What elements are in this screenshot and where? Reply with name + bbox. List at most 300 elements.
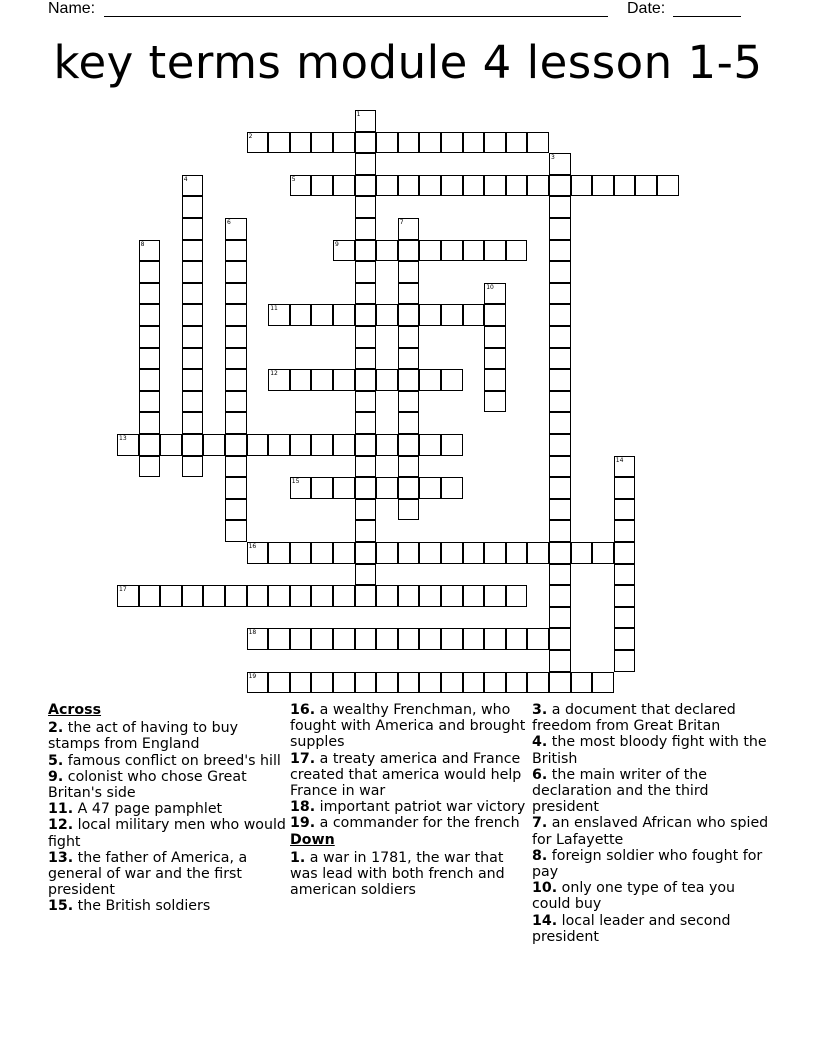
grid-cell[interactable] [268, 304, 290, 326]
grid-cell[interactable] [398, 261, 420, 283]
grid-cell[interactable] [549, 628, 571, 650]
grid-cell[interactable] [441, 672, 463, 694]
grid-cell[interactable] [355, 240, 377, 262]
grid-cell[interactable] [355, 304, 377, 326]
cell-number: 5 [291, 175, 296, 183]
grid-cell[interactable] [592, 672, 614, 694]
clue-number: 18. [290, 799, 316, 816]
clue-across [48, 898, 286, 914]
grid-cell[interactable] [268, 434, 290, 456]
grid-cell[interactable] [441, 542, 463, 564]
grid-cell[interactable] [506, 175, 528, 197]
grid-cell[interactable] [355, 520, 377, 542]
grid-cell[interactable] [419, 672, 441, 694]
grid-cell[interactable] [376, 175, 398, 197]
grid-cell[interactable] [290, 369, 312, 391]
clue-text: an enslaved African who spied for Lafayette [532, 815, 769, 848]
grid-cell[interactable] [398, 585, 420, 607]
grid-cell[interactable] [225, 585, 247, 607]
grid-cell[interactable] [506, 240, 528, 262]
grid-cell[interactable] [635, 175, 657, 197]
grid-cell[interactable] [398, 326, 420, 348]
grid-cell[interactable] [333, 434, 355, 456]
grid-cell[interactable] [333, 585, 355, 607]
grid-cell[interactable] [549, 283, 571, 305]
grid-cell[interactable] [117, 434, 139, 456]
grid-cell[interactable] [398, 477, 420, 499]
clue-number: 1. [290, 849, 306, 866]
grid-cell[interactable] [333, 240, 355, 262]
grid-cell[interactable] [614, 477, 636, 499]
grid-cell[interactable] [355, 391, 377, 413]
grid-cell[interactable] [419, 304, 441, 326]
grid-cell[interactable] [463, 542, 485, 564]
grid-cell[interactable] [268, 542, 290, 564]
grid-cell[interactable] [441, 132, 463, 154]
grid-cell[interactable] [441, 585, 463, 607]
grid-cell[interactable] [398, 283, 420, 305]
grid-cell[interactable] [549, 261, 571, 283]
grid-cell[interactable] [182, 240, 204, 262]
grid-cell[interactable] [290, 304, 312, 326]
grid-cell[interactable] [376, 477, 398, 499]
grid-cell[interactable] [398, 456, 420, 478]
grid-cell[interactable] [398, 240, 420, 262]
grid-cell[interactable] [419, 369, 441, 391]
grid-cell[interactable] [419, 240, 441, 262]
grid-cell[interactable] [182, 261, 204, 283]
grid-cell[interactable] [549, 650, 571, 672]
grid-cell[interactable] [376, 542, 398, 564]
grid-cell[interactable] [290, 175, 312, 197]
grid-cell[interactable] [139, 348, 161, 370]
clue-across [290, 702, 528, 751]
grid-cell[interactable] [355, 175, 377, 197]
grid-cell[interactable] [484, 585, 506, 607]
grid-cell[interactable] [376, 304, 398, 326]
grid-cell[interactable] [549, 477, 571, 499]
grid-cell[interactable] [549, 240, 571, 262]
grid-cell[interactable] [376, 628, 398, 650]
grid-cell[interactable] [268, 132, 290, 154]
clue-across [48, 801, 286, 817]
grid-cell[interactable] [290, 585, 312, 607]
grid-cell[interactable] [549, 369, 571, 391]
clue-number: 12. [48, 817, 74, 834]
grid-cell[interactable] [463, 585, 485, 607]
cell-number: 11 [270, 305, 278, 313]
grid-cell[interactable] [203, 434, 225, 456]
grid-cell[interactable] [290, 132, 312, 154]
grid-cell[interactable] [549, 304, 571, 326]
grid-cell[interactable] [225, 348, 247, 370]
grid-cell[interactable] [398, 412, 420, 434]
grid-cell[interactable] [225, 369, 247, 391]
grid-cell[interactable] [247, 132, 269, 154]
grid-cell[interactable] [398, 499, 420, 521]
clue-number: 2. [48, 720, 64, 737]
grid-cell[interactable] [225, 477, 247, 499]
grid-cell[interactable] [484, 628, 506, 650]
grid-cell[interactable] [398, 348, 420, 370]
grid-cell[interactable] [549, 196, 571, 218]
grid-cell[interactable] [549, 153, 571, 175]
grid-cell[interactable] [419, 628, 441, 650]
grid-cell[interactable] [398, 628, 420, 650]
grid-cell[interactable] [506, 585, 528, 607]
grid-cell[interactable] [376, 132, 398, 154]
grid-cell[interactable] [333, 369, 355, 391]
clue-across [48, 769, 286, 801]
grid-cell[interactable] [571, 175, 593, 197]
name-label: Name: [48, 0, 96, 17]
clue-number: 4. [532, 734, 548, 751]
grid-cell[interactable] [441, 175, 463, 197]
grid-cell[interactable] [484, 348, 506, 370]
grid-cell[interactable] [225, 283, 247, 305]
grid-cell[interactable] [311, 304, 333, 326]
grid-cell[interactable] [549, 412, 571, 434]
grid-cell[interactable] [549, 520, 571, 542]
grid-cell[interactable] [311, 369, 333, 391]
cell-number: 7 [399, 219, 404, 226]
clue-down [532, 848, 770, 880]
grid-cell[interactable] [225, 261, 247, 283]
grid-cell[interactable] [139, 304, 161, 326]
clue-text: local leader and second president [532, 912, 731, 945]
cell-number: 2 [248, 132, 253, 140]
cell-number: 14 [615, 456, 624, 464]
grid-cell[interactable] [355, 672, 377, 694]
grid-cell[interactable] [376, 585, 398, 607]
grid-cell[interactable] [484, 175, 506, 197]
clue-number: 3. [532, 702, 548, 718]
grid-cell[interactable] [290, 434, 312, 456]
grid-cell[interactable] [355, 153, 377, 175]
grid-cell[interactable] [182, 412, 204, 434]
grid-cell[interactable] [139, 391, 161, 413]
cell-number: 8 [140, 240, 145, 248]
grid-cell[interactable] [225, 456, 247, 478]
grid-cell[interactable] [441, 477, 463, 499]
grid-cell[interactable] [506, 628, 528, 650]
cell-number: 3 [551, 154, 555, 162]
cell-number: 16 [248, 543, 257, 550]
grid-cell[interactable] [549, 499, 571, 521]
grid-cell[interactable] [225, 499, 247, 521]
grid-cell[interactable] [355, 261, 377, 283]
grid-cell[interactable] [506, 672, 528, 694]
grid-cell[interactable] [247, 628, 269, 650]
grid-cell[interactable] [484, 326, 506, 348]
clue-across [290, 815, 528, 831]
grid-cell[interactable] [549, 564, 571, 586]
grid-cell[interactable] [311, 132, 333, 154]
grid-cell[interactable] [549, 607, 571, 629]
grid-cell[interactable] [182, 196, 204, 218]
grid-cell[interactable] [657, 175, 679, 197]
clue-number: 9. [48, 768, 64, 785]
grid-cell[interactable] [571, 542, 593, 564]
grid-cell[interactable] [355, 564, 377, 586]
grid-cell[interactable] [463, 175, 485, 197]
clues-column-3 [532, 702, 770, 945]
down-heading: Down [290, 831, 335, 848]
clue-number: 5. [48, 752, 64, 769]
grid-cell[interactable] [139, 412, 161, 434]
grid-cell[interactable] [614, 456, 636, 478]
grid-cell[interactable] [484, 542, 506, 564]
grid-cell[interactable] [333, 628, 355, 650]
grid-cell[interactable] [549, 542, 571, 564]
grid-cell[interactable] [441, 369, 463, 391]
clue-number: 13. [48, 849, 74, 866]
grid-cell[interactable] [225, 326, 247, 348]
grid-cell[interactable] [355, 348, 377, 370]
grid-cell[interactable] [484, 672, 506, 694]
grid-cell[interactable] [333, 672, 355, 694]
grid-cell[interactable] [355, 326, 377, 348]
clue-across [48, 720, 286, 752]
cell-number: 18 [248, 629, 257, 637]
grid-cell[interactable] [549, 672, 571, 694]
grid-cell[interactable] [225, 240, 247, 262]
grid-cell[interactable] [355, 585, 377, 607]
grid-cell[interactable] [484, 132, 506, 154]
grid-cell[interactable] [419, 542, 441, 564]
grid-cell[interactable] [484, 283, 506, 305]
grid-cell[interactable] [355, 218, 377, 240]
grid-cell[interactable] [225, 304, 247, 326]
grid-cell[interactable] [376, 240, 398, 262]
grid-cell[interactable] [355, 499, 377, 521]
grid-cell[interactable] [398, 672, 420, 694]
grid-cell[interactable] [311, 542, 333, 564]
grid-cell[interactable] [355, 369, 377, 391]
grid-cell[interactable] [182, 348, 204, 370]
grid-cell[interactable] [182, 391, 204, 413]
grid-cell[interactable] [549, 391, 571, 413]
grid-cell[interactable] [268, 672, 290, 694]
grid-cell[interactable] [398, 304, 420, 326]
grid-cell[interactable] [376, 672, 398, 694]
grid-cell[interactable] [355, 628, 377, 650]
grid-cell[interactable] [419, 585, 441, 607]
grid-cell[interactable] [247, 542, 269, 564]
grid-cell[interactable] [225, 412, 247, 434]
clue-text: only one type of tea you could buy [532, 880, 736, 913]
grid-cell[interactable] [311, 434, 333, 456]
grid-cell[interactable] [182, 456, 204, 478]
grid-cell[interactable] [549, 175, 571, 197]
clue-text: local military men who would fight [48, 817, 286, 850]
grid-cell[interactable] [182, 218, 204, 240]
grid-cell[interactable] [182, 304, 204, 326]
grid-cell[interactable] [506, 132, 528, 154]
grid-cell[interactable] [398, 542, 420, 564]
grid-cell[interactable] [139, 369, 161, 391]
grid-cell[interactable] [290, 477, 312, 499]
clue-number: 19. [290, 815, 316, 832]
grid-cell[interactable] [614, 542, 636, 564]
grid-cell[interactable] [463, 672, 485, 694]
grid-cell[interactable] [441, 304, 463, 326]
grid-cell[interactable] [225, 434, 247, 456]
grid-cell[interactable] [160, 434, 182, 456]
grid-cell[interactable] [160, 585, 182, 607]
clue-text: a treaty america and France created that america would help France in war [290, 750, 522, 800]
grid-cell[interactable] [182, 175, 204, 197]
cell-number: 10 [486, 283, 494, 291]
grid-cell[interactable] [333, 542, 355, 564]
clue-text: the British soldiers [73, 898, 211, 915]
grid-cell[interactable] [527, 132, 549, 154]
grid-cell[interactable] [355, 412, 377, 434]
grid-cell[interactable] [484, 391, 506, 413]
grid-cell[interactable] [527, 175, 549, 197]
cell-number: 19 [248, 672, 257, 680]
grid-cell[interactable] [484, 369, 506, 391]
grid-cell[interactable] [484, 304, 506, 326]
grid-cell[interactable] [311, 477, 333, 499]
grid-cell[interactable] [614, 520, 636, 542]
grid-cell[interactable] [463, 240, 485, 262]
clue-number: 17. [290, 750, 316, 767]
clue-number: 6. [532, 766, 548, 783]
grid-cell[interactable] [463, 304, 485, 326]
grid-cell[interactable] [333, 175, 355, 197]
grid-cell[interactable] [441, 628, 463, 650]
grid-cell[interactable] [441, 240, 463, 262]
grid-cell[interactable] [247, 434, 269, 456]
grid-cell[interactable] [549, 456, 571, 478]
grid-cell[interactable] [311, 628, 333, 650]
grid-cell[interactable] [441, 434, 463, 456]
grid-cell[interactable] [419, 434, 441, 456]
grid-cell[interactable] [549, 326, 571, 348]
grid-cell[interactable] [419, 477, 441, 499]
grid-cell[interactable] [117, 585, 139, 607]
grid-cell[interactable] [376, 369, 398, 391]
grid-cell[interactable] [290, 542, 312, 564]
grid-cell[interactable] [139, 456, 161, 478]
grid-cell[interactable] [527, 628, 549, 650]
grid-cell[interactable] [398, 132, 420, 154]
grid-cell[interactable] [419, 175, 441, 197]
grid-cell[interactable] [527, 672, 549, 694]
grid-cell[interactable] [268, 585, 290, 607]
cell-number: 12 [270, 370, 278, 378]
grid-cell[interactable] [614, 499, 636, 521]
clue-number: 10. [532, 880, 558, 897]
grid-cell[interactable] [549, 585, 571, 607]
grid-cell[interactable] [592, 542, 614, 564]
grid-cell[interactable] [355, 283, 377, 305]
grid-cell[interactable] [463, 132, 485, 154]
grid-cell[interactable] [355, 110, 377, 132]
grid-cell[interactable] [355, 132, 377, 154]
grid-cell[interactable] [355, 456, 377, 478]
grid-cell[interactable] [247, 585, 269, 607]
grid-cell[interactable] [614, 585, 636, 607]
grid-cell[interactable] [139, 326, 161, 348]
clue-across [290, 799, 528, 815]
grid-cell[interactable] [139, 261, 161, 283]
grid-cell[interactable] [290, 672, 312, 694]
grid-cell[interactable] [614, 607, 636, 629]
grid-cell[interactable] [463, 628, 485, 650]
clue-down [532, 767, 770, 816]
grid-cell[interactable] [355, 542, 377, 564]
grid-cell[interactable] [311, 585, 333, 607]
grid-cell[interactable] [398, 175, 420, 197]
grid-cell[interactable] [182, 283, 204, 305]
grid-cell[interactable] [355, 477, 377, 499]
grid-cell[interactable] [592, 175, 614, 197]
grid-cell[interactable] [311, 672, 333, 694]
grid-cell[interactable] [614, 564, 636, 586]
grid-cell[interactable] [182, 326, 204, 348]
grid-cell[interactable] [571, 672, 593, 694]
grid-cell[interactable] [398, 218, 420, 240]
clue-text: A 47 page pamphlet [73, 801, 223, 818]
grid-cell[interactable] [203, 585, 225, 607]
grid-cell[interactable] [549, 348, 571, 370]
cell-number: 6 [227, 219, 231, 226]
grid-cell[interactable] [139, 434, 161, 456]
grid-cell[interactable] [614, 650, 636, 672]
grid-cell[interactable] [484, 240, 506, 262]
grid-cell[interactable] [139, 283, 161, 305]
grid-cell[interactable] [355, 196, 377, 218]
grid-cell[interactable] [268, 369, 290, 391]
grid-cell[interactable] [549, 218, 571, 240]
grid-cell[interactable] [614, 175, 636, 197]
clue-down [532, 702, 770, 734]
grid-cell[interactable] [225, 520, 247, 542]
grid-cell[interactable] [355, 434, 377, 456]
grid-cell[interactable] [139, 240, 161, 262]
grid-cell[interactable] [268, 628, 290, 650]
grid-cell[interactable] [527, 542, 549, 564]
clue-text: foreign soldier who fought for pay [532, 847, 763, 881]
grid-cell[interactable] [333, 132, 355, 154]
grid-cell[interactable] [398, 369, 420, 391]
grid-cell[interactable] [376, 434, 398, 456]
clue-down [532, 913, 770, 945]
grid-cell[interactable] [549, 434, 571, 456]
grid-cell[interactable] [182, 434, 204, 456]
grid-cell[interactable] [225, 391, 247, 413]
grid-cell[interactable] [506, 542, 528, 564]
grid-cell[interactable] [139, 585, 161, 607]
grid-cell[interactable] [182, 369, 204, 391]
grid-cell[interactable] [333, 477, 355, 499]
grid-cell[interactable] [614, 628, 636, 650]
grid-cell[interactable] [398, 434, 420, 456]
grid-cell[interactable] [311, 175, 333, 197]
grid-cell[interactable] [398, 391, 420, 413]
clue-text: a commander for the french [315, 815, 520, 832]
grid-cell[interactable] [333, 304, 355, 326]
grid-cell[interactable] [290, 628, 312, 650]
clue-down [532, 880, 770, 912]
grid-cell[interactable] [182, 585, 204, 607]
grid-cell[interactable] [419, 132, 441, 154]
clue-number: 16. [290, 702, 316, 718]
grid-cell[interactable] [225, 218, 247, 240]
grid-cell[interactable] [247, 672, 269, 694]
